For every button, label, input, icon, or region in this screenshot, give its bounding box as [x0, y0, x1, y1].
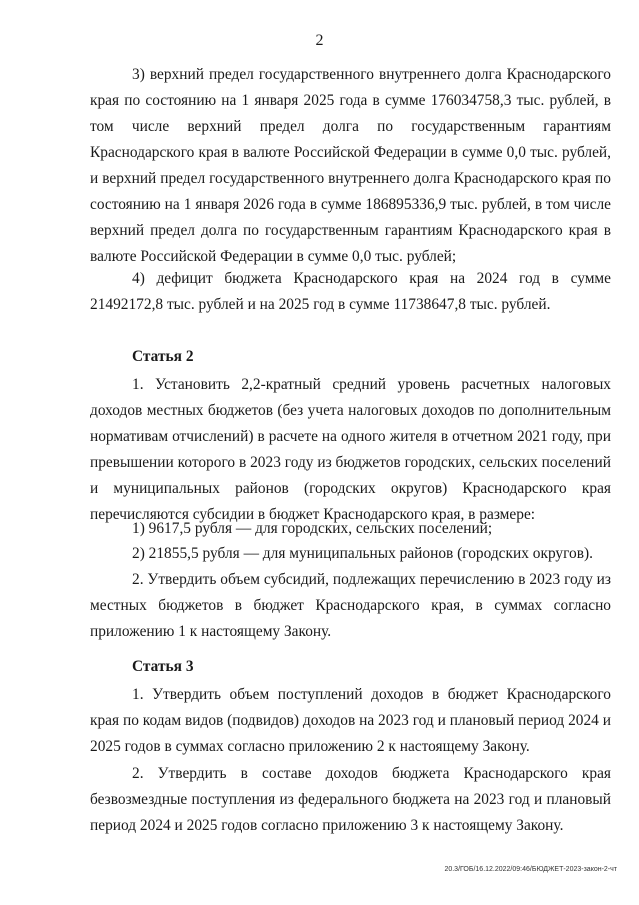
article2-paragraph2: 2. Утвердить объем субсидий, подлежащих перечислению в 2023 году из местных бюджетов в бюджет Краснодарского края, в суммах согласно приложению 1 к настоящему Закону.	[90, 571, 611, 640]
article3-heading: Статья 3	[132, 658, 194, 675]
article1-item3: 3) верхний предел государственного внутреннего долга Краснодарского края по состоянию на 1 января 2025 года в сумме 176034758,3 тыс. рублей, в том числе верхний предел долга по государственным гарантиям Краснодарского края в валюте Российской Федерации в сумме 0,0 тыс. рублей, и верхний предел государственного внутреннего долга Краснодарского края по состоянию на 1 января 2026 года в сумме 186895336,9 тыс. рублей, в том числе верхний предел долга по государственным гарантиям Краснодарского края в валюте Российской Федерации в сумме 0,0 тыс. рублей;	[90, 66, 611, 265]
article1-item4: 4) дефицит бюджета Краснодарского края на 2024 год в сумме 21492172,8 тыс. рублей и на 2025 год в сумме 11738647,8 тыс. рублей.	[90, 270, 611, 313]
article2-heading: Статья 2	[132, 348, 194, 365]
article2-paragraph1: 1. Установить 2,2-кратный средний уровень расчетных налоговых доходов местных бюджетов (без учета налоговых доходов по дополнительным нормативам отчислений) в расчете на одного жителя в отчетном 2021 году, при превышении которого в 2023 году из бюджетов городских, сельских поселений и муниципальных районов (городских округов) Краснодарского края перечисляются субсидии в бюджет Краснодарского края, в размере:	[90, 376, 611, 523]
article3-paragraph2: 2. Утвердить в составе доходов бюджета Краснодарского края безвозмездные поступления из федерального бюджета на 2023 год и плановый период 2024 и 2025 годов согласно приложению 3 к настоящему Закону.	[90, 765, 611, 834]
article3-paragraph1: 1. Утвердить объем поступлений доходов в бюджет Краснодарского края по кодам видов (подвидов) доходов на 2023 год и плановый период 2024 и 2025 годов в суммах согласно приложению 2 к настоящему Закону.	[90, 686, 611, 755]
document-footer-code: 20.3/ГОБ/16.12.2022/09:46/БЮДЖЕТ-2023-закон-2-чт	[444, 866, 617, 873]
page-number: 2	[315, 32, 324, 49]
article2-subitem2: 2) 21855,5 рубля — для муниципальных районов (городских округов).	[132, 545, 593, 562]
article2-subitem1: 1) 9617,5 рубля — для городских, сельских поселений;	[132, 520, 493, 537]
